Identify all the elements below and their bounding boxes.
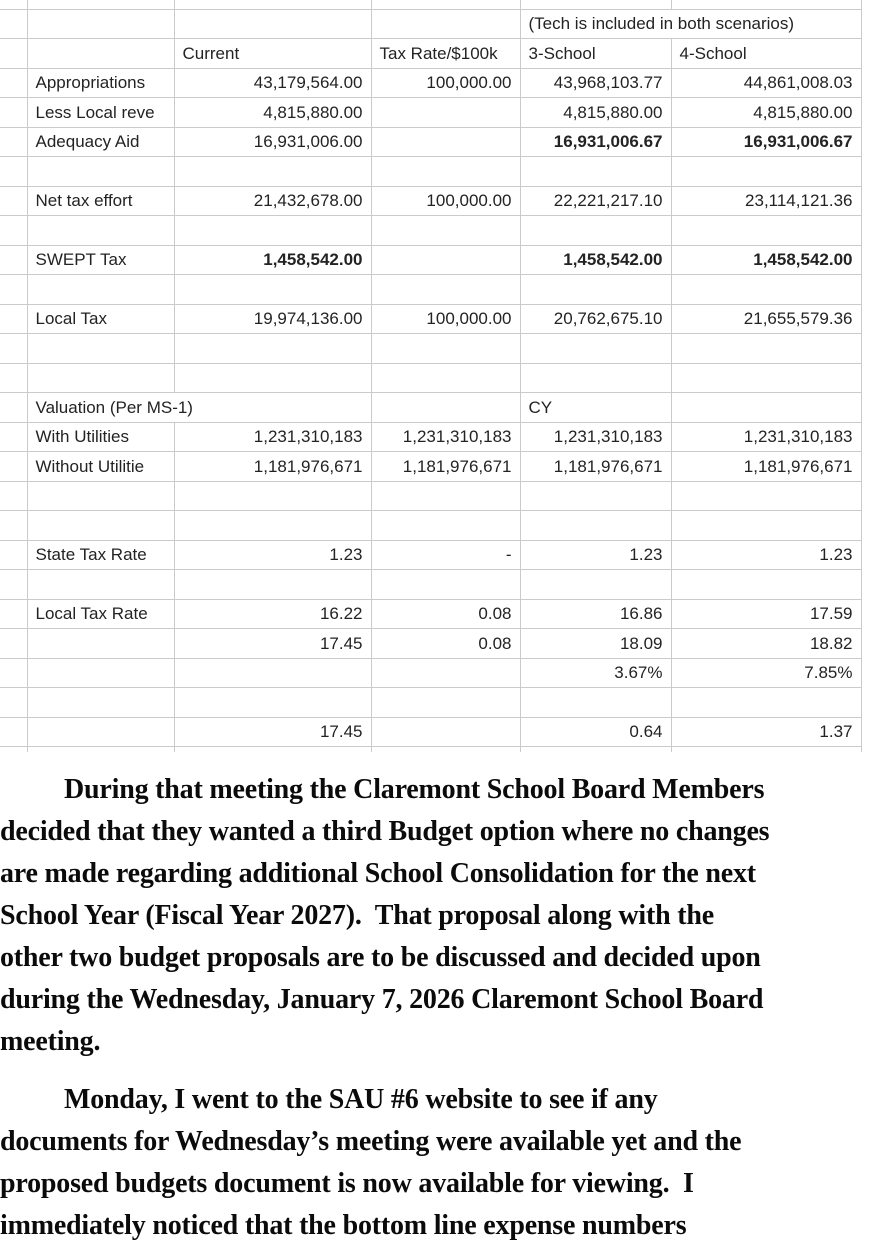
empty-cell [174,216,371,246]
paragraph-line: meeting. [0,1025,101,1057]
empty-cell [27,334,174,364]
empty-cell [0,216,27,246]
column-header-cell: Current [174,39,371,69]
empty-cell [671,363,861,393]
row-label-cell: With Utilities [27,422,174,452]
paragraph-line: During that meeting the Claremont School Board Members [64,773,765,805]
value-cell: 21,655,579.36 [671,304,861,334]
empty-cell [520,275,671,305]
partial-cell [671,0,861,9]
empty-cell [0,658,27,688]
empty-cell [0,717,27,747]
value-cell: 1,458,542.00 [520,245,671,275]
value-cell: CY [520,393,671,423]
empty-cell [174,157,371,187]
empty-cell [671,511,861,541]
value-cell [371,717,520,747]
value-cell: 1,231,310,183 [520,422,671,452]
value-cell: 0.08 [371,629,520,659]
column-header-cell [27,39,174,69]
paragraph [0,1079,880,1247]
value-cell: 1.23 [520,540,671,570]
table-row [0,68,861,98]
empty-cell [520,570,671,600]
empty-cell [520,157,671,187]
value-cell: 22,221,217.10 [520,186,671,216]
empty-cell [520,216,671,246]
paragraph-line: other two budget proposals are to be discussed and decided upon [0,941,761,973]
value-cell: 0.64 [520,717,671,747]
table-row [0,304,861,334]
value-cell: 4,815,880.00 [174,98,371,128]
value-cell: 100,000.00 [371,68,520,98]
table-row [0,511,861,541]
table-row [0,334,861,364]
value-cell: 1,181,976,671 [174,452,371,482]
empty-cell [371,216,520,246]
value-cell: 1,181,976,671 [671,452,861,482]
table-row [0,481,861,511]
empty-cell [27,481,174,511]
empty-cell [371,157,520,187]
paragraph-line: immediately noticed that the bottom line expense numbers [0,1209,687,1241]
empty-cell [27,688,174,718]
table-row [0,157,861,187]
row-label-cell [27,717,174,747]
value-cell: 16,931,006.00 [174,127,371,157]
paragraph-line: School Year (Fiscal Year 2027). That proposal along with the [0,899,715,931]
value-cell: 1,231,310,183 [174,422,371,452]
value-cell [174,658,371,688]
value-cell: 16.86 [520,599,671,629]
value-cell: 21,432,678.00 [174,186,371,216]
empty-cell [0,363,27,393]
empty-cell [0,157,27,187]
paragraph-line: documents for Wednesday’s meeting were available yet and the [0,1125,742,1157]
empty-cell [0,629,27,659]
partial-cell [520,0,671,9]
value-cell: 16,931,006.67 [671,127,861,157]
empty-cell [174,9,371,39]
table-row [0,363,861,393]
empty-cell [0,481,27,511]
value-cell: 0.08 [371,599,520,629]
value-cell [371,393,520,423]
value-cell: 18.82 [671,629,861,659]
empty-cell [174,334,371,364]
partial-cell [520,747,671,752]
value-cell: 1,181,976,671 [520,452,671,482]
value-cell: 23,114,121.36 [671,186,861,216]
value-cell: 16,931,006.67 [520,127,671,157]
empty-cell [0,68,27,98]
empty-cell [371,363,520,393]
empty-cell [174,511,371,541]
empty-cell [671,688,861,718]
empty-cell [0,570,27,600]
value-cell: 19,974,136.00 [174,304,371,334]
empty-cell [371,511,520,541]
empty-cell [0,511,27,541]
paragraph-line: proposed budgets document is now available for viewing. I [0,1167,694,1199]
empty-cell [27,216,174,246]
empty-cell [371,9,520,39]
value-cell: 100,000.00 [371,304,520,334]
partial-cell [0,0,27,9]
empty-cell [0,540,27,570]
partial-cell [371,747,520,752]
empty-cell [520,363,671,393]
empty-cell [0,127,27,157]
row-label-cell: State Tax Rate [27,540,174,570]
row-label-cell: Local Tax Rate [27,599,174,629]
table-row [0,629,861,659]
value-cell: 1.23 [671,540,861,570]
table-row [0,127,861,157]
partial-cell [671,747,861,752]
empty-cell [520,511,671,541]
value-cell: 17.59 [671,599,861,629]
row-label-cell: Without Utilitie [27,452,174,482]
empty-cell [27,157,174,187]
empty-cell [671,570,861,600]
value-cell: 18.09 [520,629,671,659]
table-row [0,717,861,747]
empty-cell [0,304,27,334]
value-cell: 16.22 [174,599,371,629]
tech-note-cell: (Tech is included in both scenarios) [520,9,861,39]
empty-cell [27,570,174,600]
empty-cell [671,334,861,364]
empty-cell [671,275,861,305]
empty-cell [0,275,27,305]
letter-text [0,769,880,1247]
value-cell: 43,179,564.00 [174,68,371,98]
empty-cell [174,363,371,393]
table-row [0,570,861,600]
value-cell: 1.23 [174,540,371,570]
empty-cell [174,570,371,600]
value-cell [371,127,520,157]
value-cell: 20,762,675.10 [520,304,671,334]
table-row [0,658,861,688]
paragraph-line: decided that they wanted a third Budget option where no changes [0,815,770,847]
paragraph-line: during the Wednesday, January 7, 2026 Claremont School Board [0,983,764,1015]
value-cell: 1.37 [671,717,861,747]
table-row [0,0,861,9]
value-cell: 17.45 [174,717,371,747]
table-row [0,39,861,69]
column-header-cell: 4-School [671,39,861,69]
empty-cell [520,688,671,718]
table-row [0,452,861,482]
empty-cell [671,393,861,423]
value-cell: 1,231,310,183 [371,422,520,452]
empty-cell [371,275,520,305]
empty-cell [0,186,27,216]
empty-cell [671,157,861,187]
row-label-cell [27,658,174,688]
empty-cell [371,688,520,718]
table-row [0,186,861,216]
table-row [0,245,861,275]
value-cell: 7.85% [671,658,861,688]
table-row [0,422,861,452]
empty-cell [27,511,174,541]
value-cell: 1,231,310,183 [671,422,861,452]
empty-cell [174,688,371,718]
empty-cell [520,334,671,364]
empty-cell [27,363,174,393]
value-cell [371,658,520,688]
empty-cell [27,275,174,305]
empty-cell [671,481,861,511]
column-header-cell: 3-School [520,39,671,69]
table-row [0,747,861,752]
value-cell: 3.67% [520,658,671,688]
row-label-cell: Appropriations [27,68,174,98]
row-label-cell: Valuation (Per MS-1) [27,393,371,423]
row-label-cell [27,629,174,659]
empty-cell [0,9,27,39]
column-header-cell: Tax Rate/$100k [371,39,520,69]
value-cell: - [371,540,520,570]
empty-cell [371,334,520,364]
empty-cell [0,334,27,364]
row-label-cell: Net tax effort [27,186,174,216]
empty-cell [27,9,174,39]
partial-cell [0,747,27,752]
partial-cell [27,0,174,9]
row-label-cell: SWEPT Tax [27,245,174,275]
partial-cell [371,0,520,9]
empty-cell [174,481,371,511]
value-cell: 1,458,542.00 [671,245,861,275]
table-row [0,9,861,39]
value-cell: 100,000.00 [371,186,520,216]
empty-cell [371,570,520,600]
empty-cell [0,688,27,718]
value-cell: 4,815,880.00 [671,98,861,128]
paragraph [0,769,880,1063]
paragraph-line: are made regarding additional School Consolidation for the next [0,857,756,889]
empty-cell [520,481,671,511]
partial-cell [174,747,371,752]
value-cell: 17.45 [174,629,371,659]
table-row [0,393,861,423]
table-row [0,216,861,246]
table-row [0,275,861,305]
empty-cell [0,98,27,128]
table-row [0,688,861,718]
empty-cell [174,275,371,305]
row-label-cell: Local Tax [27,304,174,334]
table-row [0,98,861,128]
value-cell: 1,458,542.00 [174,245,371,275]
value-cell [371,245,520,275]
value-cell: 1,181,976,671 [371,452,520,482]
empty-cell [0,39,27,69]
empty-cell [671,216,861,246]
value-cell [371,98,520,128]
value-cell: 43,968,103.77 [520,68,671,98]
empty-cell [0,393,27,423]
value-cell: 44,861,008.03 [671,68,861,98]
row-label-cell: Less Local reve [27,98,174,128]
table-row [0,540,861,570]
row-label-cell: Adequacy Aid [27,127,174,157]
empty-cell [371,481,520,511]
partial-cell [174,0,371,9]
empty-cell [0,245,27,275]
empty-cell [0,422,27,452]
table-row [0,599,861,629]
paragraph-line: Monday, I went to the SAU #6 website to see if any [64,1083,658,1115]
value-cell: 4,815,880.00 [520,98,671,128]
empty-cell [0,599,27,629]
partial-cell [27,747,174,752]
empty-cell [0,452,27,482]
